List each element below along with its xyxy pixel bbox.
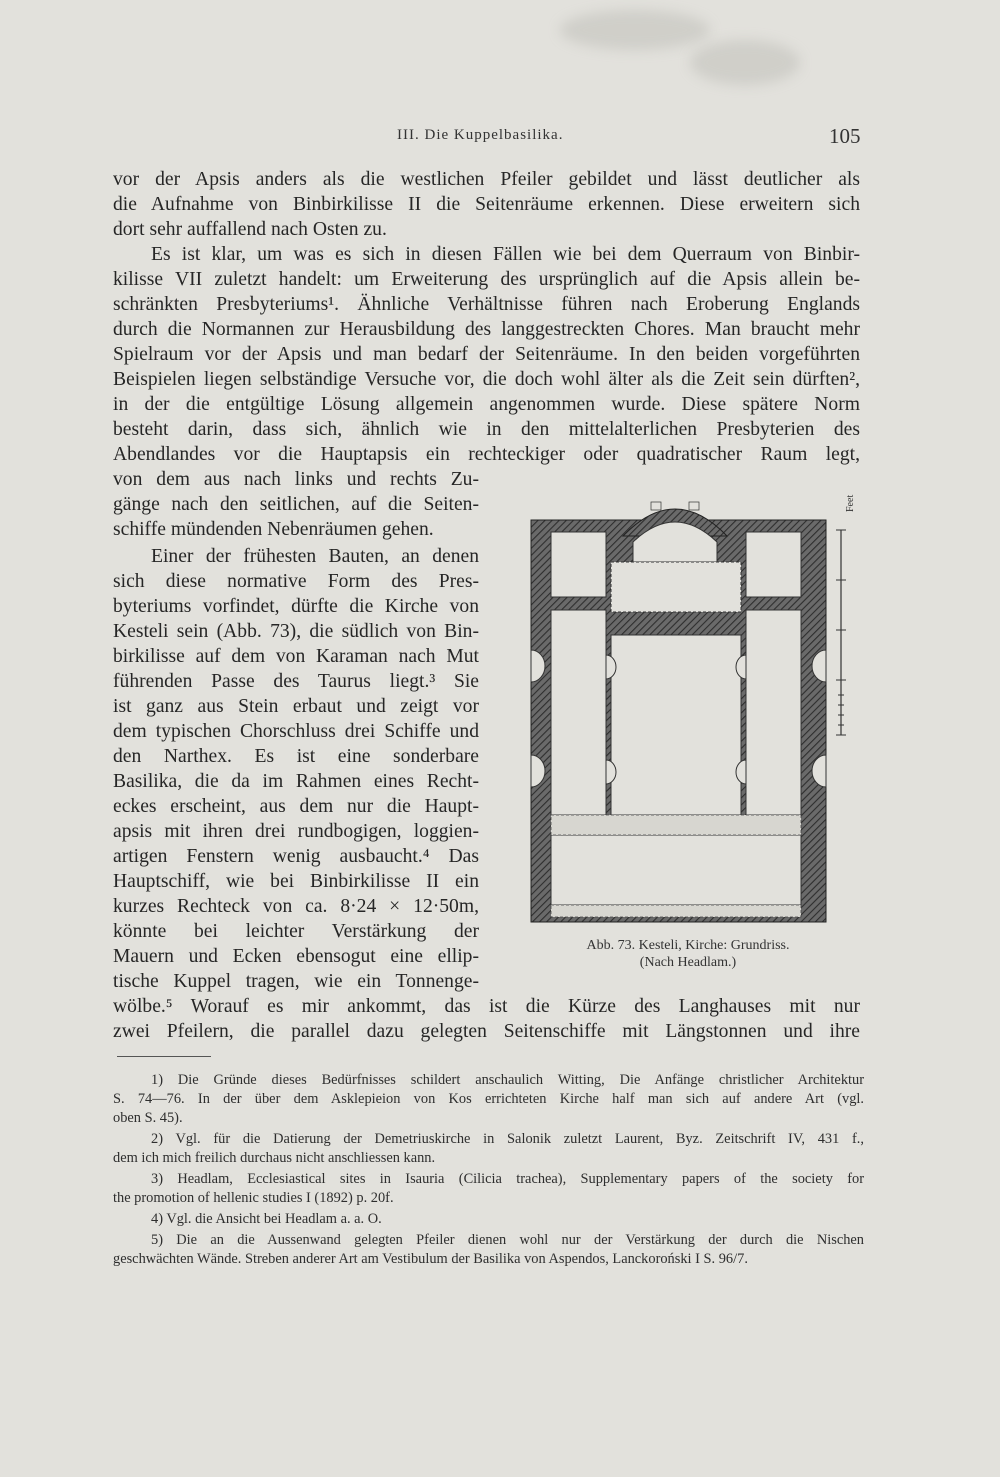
scale-bar (836, 495, 856, 735)
footnote-line: 2) Vgl. für die Datierung der Demetriuskirche in Salonik zuletzt Laurent, Byz. Zeitschrift IV, 431 f., (151, 1131, 864, 1147)
body-text-line: Einer der frühesten Bauten, an denen (151, 546, 479, 567)
footnote-line: 4) Vgl. die Ansicht bei Headlam a. a. O. (151, 1211, 382, 1227)
page-number: 105 (829, 124, 861, 148)
plan-walls (531, 502, 826, 922)
body-text-line: eckes erscheint, aus dem nur die Haupt- (113, 796, 479, 817)
body-text-line: führenden Passe des Taurus liegt.³ Sie (113, 671, 479, 692)
body-text-line: die Aufnahme von Binbirkilisse II die Seitenräume erkennen. Diese erweitern sich (113, 194, 860, 215)
body-text-line: Abendlandes vor die Hauptapsis ein rechteckiger oder quadratischer Raum legt, (113, 444, 860, 465)
figure-caption: Abb. 73. Kesteli, Kirche: Grundriss. (586, 938, 790, 953)
footnote-line: oben S. 45). (113, 1110, 183, 1126)
body-text-line: sich diese normative Form des Pres- (113, 571, 479, 592)
body-text-line: schiffe mündenden Nebenräumen gehen. (113, 519, 434, 540)
body-text-line: Spielraum vor der Apsis und man bedarf der Seitenräume. In den beiden vorgeführten (113, 344, 860, 365)
footnote-line: 5) Die an die Aussenwand gelegten Pfeiler dienen wohl nur der Verstärkung der durch die Nischen (151, 1232, 864, 1248)
body-text-line: tische Kuppel tragen, wie ein Tonnenge- (113, 971, 479, 992)
body-text-line: Beispielen liegen selbständige Versuche vor, die doch wohl älter als die Zeit sein dürften², (113, 369, 860, 390)
body-text-line: Kesteli sein (Abb. 73), die südlich von Bin- (113, 621, 479, 642)
footnote-line: 1) Die Gründe dieses Bedürfnisses schildert anschaulich Witting, Die Anfänge christlicher Architektur (151, 1072, 864, 1088)
body-text-line: gänge nach den seitlichen, auf die Seiten- (113, 494, 479, 515)
body-text-line: den Narthex. Es ist eine sonderbare (113, 746, 479, 767)
footnote-line: 3) Headlam, Ecclesiastical sites in Isauria (Cilicia trachea), Supplementary papers of the society for (151, 1171, 864, 1187)
footnote-divider (117, 1056, 211, 1057)
footnote-line: geschwächten Wände. Streben anderer Art am Vestibulum der Basilika von Aspendos, Lanckoroński I S. 96/7. (113, 1251, 748, 1267)
footnote-line: dem ich mich freilich durchaus nicht anschliessen kann. (113, 1150, 436, 1166)
running-title: III. Die Kuppelbasilika. (397, 127, 564, 143)
body-text-line: Hauptschiff, wie bei Binbirkilisse II ein (113, 871, 479, 892)
body-text-line: dem typischen Chorschluss drei Schiffe und (113, 721, 479, 742)
body-text-line: in der die entgültige Lösung allgemein angenommen wurde. Diese spätere Norm (113, 394, 860, 415)
body-text-line: vor der Apsis anders als die westlichen Pfeiler gebildet und lässt deutlicher als (113, 169, 860, 190)
footnote-line: S. 74—76. In der über dem Asklepieion von Kos errichteten Kirche half man sich auf andere Art (vgl. (113, 1091, 864, 1107)
footnote-line: the promotion of hellenic studies I (1892) p. 20f. (113, 1190, 394, 1206)
body-text-line: kilisse VII zuletzt handelt: um Erweiterung des ursprünglich auf die Apsis allein be- (113, 269, 860, 290)
body-text-line: artigen Fenstern wenig ausbaucht.⁴ Das (113, 846, 479, 867)
body-text-line: ist ganz aus Stein erbaut und zeigt vor (113, 696, 479, 717)
paper-stain (560, 10, 710, 50)
body-text-line: Mauern und Ecken ebensogut eine ellip- (113, 946, 479, 967)
body-text-line: birkilisse auf dem von Karaman nach Mut (113, 646, 479, 667)
body-text-line: wölbe.⁵ Worauf es mir ankommt, das ist die Kürze des Langhauses mit nur (113, 996, 860, 1017)
body-text-line: schränkten Presbyteriums¹. Ähnliche Verhältnisse führen nach Eroberung Englands (113, 294, 860, 315)
body-text-line: könnte bei leichter Verstärkung der (113, 921, 479, 942)
body-text-line: byteriums vorfindet, dürfte die Kirche von (113, 596, 479, 617)
paper-stain (690, 40, 800, 85)
body-text-line: Basilika, die da im Rahmen eines Recht- (113, 771, 479, 792)
figure-caption-source: (Nach Headlam.) (639, 955, 737, 970)
body-text-line: zwei Pfeilern, die parallel dazu gelegten Seitenschiffe mit Längstonnen und ihre (113, 1021, 860, 1042)
body-text-line: von dem aus nach links und rechts Zu- (113, 469, 479, 490)
body-text-line: durch die Normannen zur Herausbildung des langgestreckten Chores. Man braucht mehr (113, 319, 860, 340)
body-text-line: besteht darin, dass sich, ähnlich wie in den mittelalterlichen Presbyterien des (113, 419, 860, 440)
body-text-line: Es ist klar, um was es sich in diesen Fällen wie bei dem Querraum von Binbir- (151, 244, 860, 265)
body-text-line: dort sehr auffallend nach Osten zu. (113, 219, 387, 240)
body-text-line: kurzes Rechteck von ca. 8·24 × 12·50m, (113, 896, 479, 917)
floor-plan-figure (511, 490, 863, 930)
body-text-line: apsis mit ihren drei rundbogigen, loggien- (113, 821, 479, 842)
scale-label: Feet (845, 494, 856, 512)
